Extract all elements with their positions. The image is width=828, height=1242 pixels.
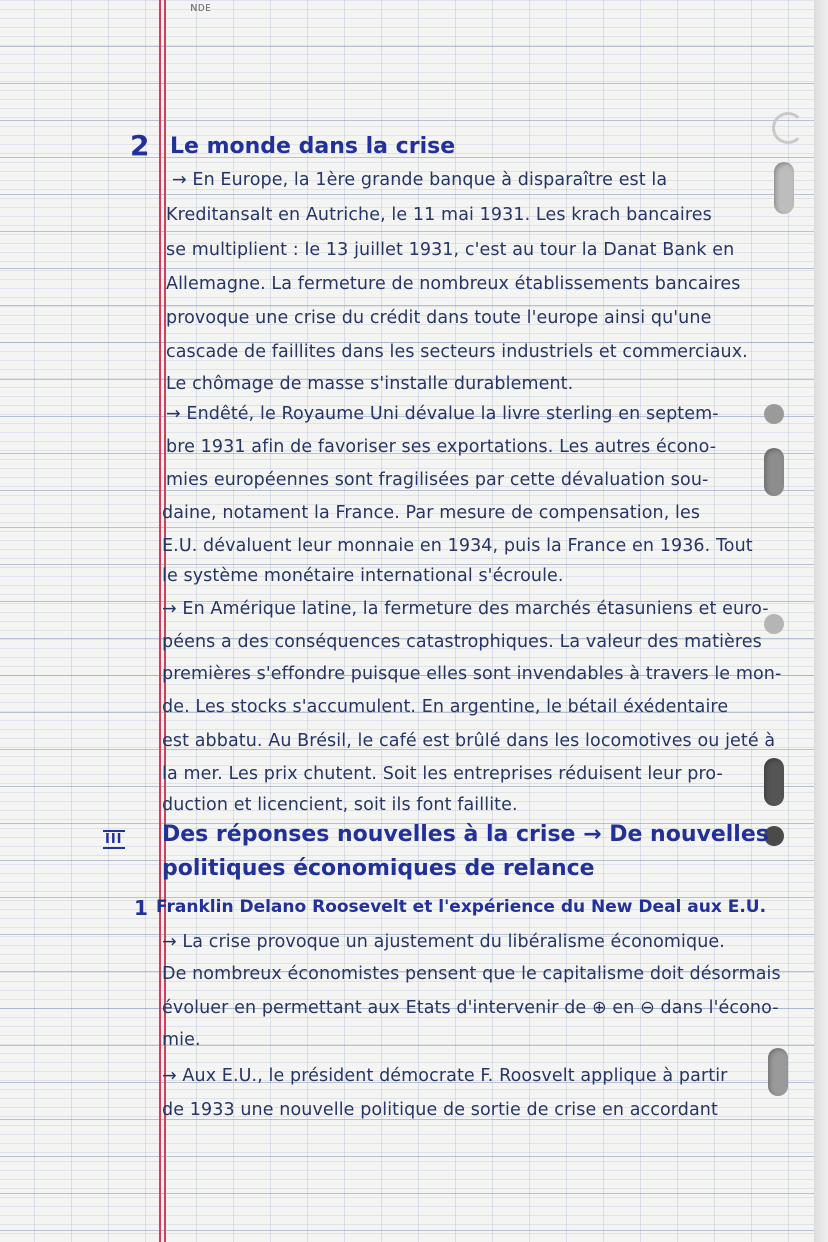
text-line: la mer. Les prix chutent. Soit les entreprises réduisent leur pro-	[162, 764, 723, 784]
text-line: cascade de faillites dans les secteurs industriels et commerciaux.	[166, 342, 748, 362]
text-line: Allemagne. La fermeture de nombreux établissements bancaires	[166, 274, 741, 294]
text-line: → La crise provoque un ajustement du libéralisme économique.	[162, 932, 725, 952]
text-line: → Endêté, le Royaume Uni dévalue la livre sterling en septem-	[166, 404, 719, 424]
binder-hole	[764, 448, 784, 496]
text-line: de. Les stocks s'accumulent. En argentine, le bétail éxédentaire	[162, 697, 729, 717]
section-roman-numeral: III	[105, 832, 123, 847]
text-line: duction et licencient, soit ils font faillite.	[162, 795, 518, 815]
text-line: le système monétaire international s'écroule.	[162, 566, 564, 586]
margin-line	[164, 0, 166, 1242]
subsection-number: 1	[134, 896, 148, 920]
page-edge	[814, 0, 828, 1242]
binder-dot	[764, 404, 784, 424]
text-line: premières s'effondre puisque elles sont invendables à travers le mon-	[162, 664, 782, 684]
text-line: provoque une crise du crédit dans toute l'europe ainsi qu'une	[166, 308, 712, 328]
section-title-continued: politiques économiques de relance	[162, 856, 595, 881]
text-line: mies européennes sont fragilisées par cette dévaluation sou-	[166, 470, 709, 490]
text-line: E.U. dévaluent leur monnaie en 1934, puis la France en 1936. Tout	[162, 536, 753, 556]
text-line: → En Amérique latine, la fermeture des marchés étasuniens et euro-	[162, 599, 769, 619]
subsection-title: Franklin Delano Roosevelt et l'expérience du New Deal aux E.U.	[156, 897, 767, 917]
text-line: → Aux E.U., le président démocrate F. Roosvelt applique à partir	[162, 1066, 728, 1086]
text-line: Le chômage de masse s'installe durablement.	[166, 374, 574, 394]
text-line: péens a des conséquences catastrophiques. La valeur des matières	[162, 632, 762, 652]
text-line: Kreditansalt en Autriche, le 11 mai 1931. Les krach bancaires	[166, 205, 712, 225]
section-title: Des réponses nouvelles à la crise → De nouvelles	[162, 822, 769, 847]
binder-ring	[772, 112, 804, 144]
binder-hole	[768, 1048, 788, 1096]
text-line: De nombreux économistes pensent que le capitalisme doit désormais	[162, 964, 781, 984]
text-line: bre 1931 afin de favoriser ses exportations. Les autres écono-	[166, 437, 717, 457]
binder-hole	[774, 162, 794, 214]
margin-line	[159, 0, 161, 1242]
text-line: évoluer en permettant aux Etats d'intervenir de ⊕ en ⊖ dans l'écono-	[162, 998, 779, 1018]
header-scribble: ɴᴅᴇ	[190, 0, 211, 14]
section-title: Le monde dans la crise	[170, 134, 456, 159]
text-line: daine, notament la France. Par mesure de compensation, les	[162, 503, 701, 523]
binder-hole	[764, 758, 784, 806]
text-line: est abbatu. Au Brésil, le café est brûlé dans les locomotives ou jeté à	[162, 731, 776, 751]
text-line: se multiplient : le 13 juillet 1931, c'est au tour la Danat Bank en	[166, 240, 735, 260]
section-number: 2	[130, 129, 150, 162]
text-line: de 1933 une nouvelle politique de sortie de crise en accordant	[162, 1100, 718, 1120]
text-line: → En Europe, la 1ère grande banque à disparaître est la	[172, 170, 668, 190]
text-line: mie.	[162, 1030, 201, 1050]
